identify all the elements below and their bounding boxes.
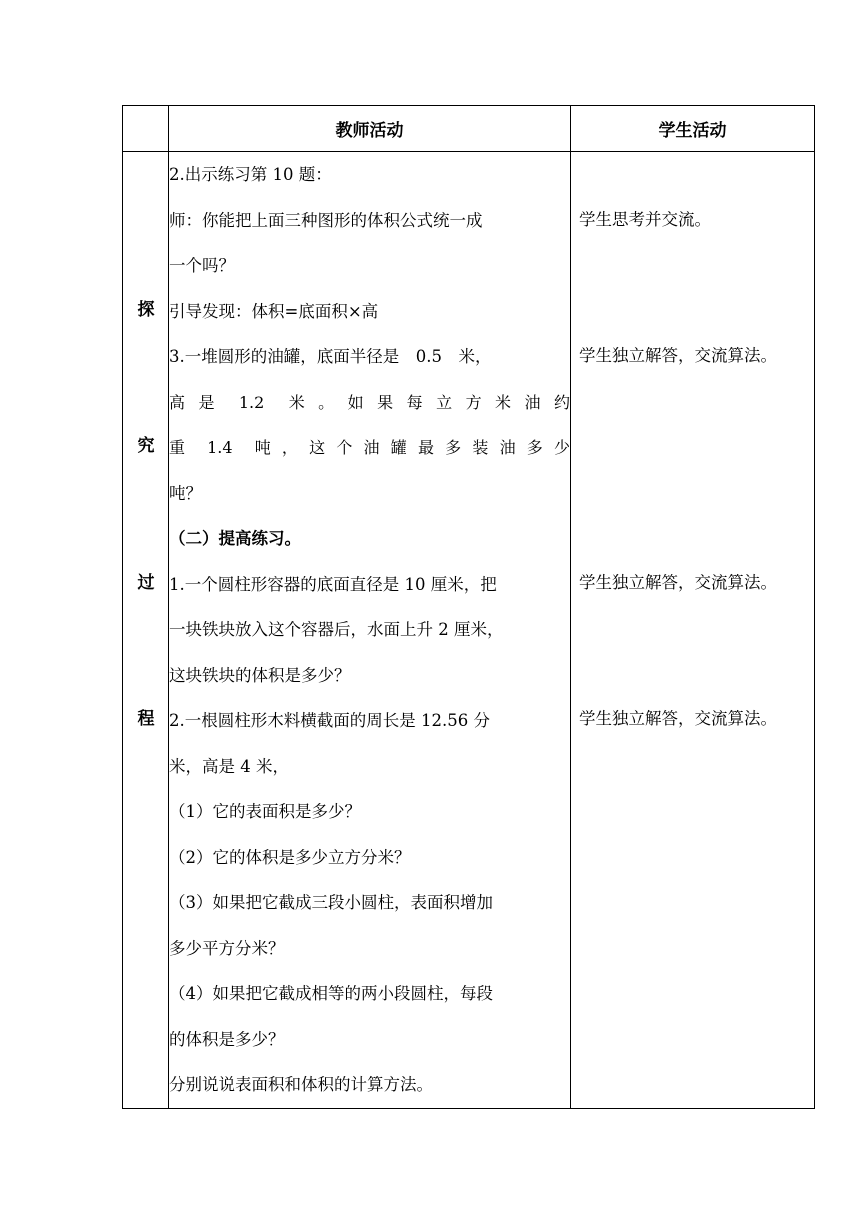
teacher-line: 的体积是多少？ bbox=[169, 1029, 285, 1049]
teacher-line: 重 1.4 吨 ， 这 个 油 罐 最 多 装 油 多 少 bbox=[169, 438, 570, 457]
content-row bbox=[123, 152, 815, 1109]
stage-cell bbox=[123, 152, 169, 1109]
stage-char: 程 bbox=[137, 709, 155, 729]
header-row bbox=[123, 106, 815, 152]
stage-char: 过 bbox=[137, 573, 155, 593]
teacher-line: 引导发现：体积=底面积×高 bbox=[169, 301, 379, 321]
student-note: 学生独立解答，交流算法。 bbox=[579, 573, 777, 592]
student-note: 学生独立解答，交流算法。 bbox=[579, 709, 777, 728]
teacher-line: 1.一个圆柱形容器的底面直径是 10 厘米，把 bbox=[169, 574, 497, 594]
teacher-line: 多少平方分米？ bbox=[169, 938, 285, 958]
teacher-line: 一块铁块放入这个容器后，水面上升 2 厘米， bbox=[169, 620, 504, 639]
stage-char: 究 bbox=[137, 436, 155, 456]
stage-char: 探 bbox=[137, 300, 155, 320]
teacher-line: 一个吗？ bbox=[169, 256, 235, 275]
teacher-line: 2.出示练习第 10 题： bbox=[169, 165, 332, 184]
teacher-line: 高 是 1.2 米 。 如 果 每 立 方 米 油 约 bbox=[169, 392, 570, 412]
lesson-table bbox=[122, 105, 815, 1109]
student-activity-cell bbox=[571, 152, 815, 1109]
teacher-line: 3.一堆圆形的油罐，底面半径是 0.5 米， bbox=[169, 347, 492, 366]
teacher-activity-cell bbox=[169, 152, 571, 1109]
teacher-line: 师：你能把上面三种图形的体积公式统一成 bbox=[169, 210, 483, 230]
teacher-line: 2.一根圆柱形木料横截面的周长是 12.56 分 bbox=[169, 711, 490, 730]
stage-header-cell bbox=[123, 106, 169, 152]
student-note: 学生思考并交流。 bbox=[579, 210, 711, 229]
teacher-line: （3）如果把它截成三段小圆柱，表面积增加 bbox=[169, 893, 493, 912]
teacher-header: 教师活动 bbox=[169, 106, 571, 152]
teacher-line: （1）它的表面积是多少？ bbox=[169, 802, 361, 821]
teacher-line: 米，高是 4 米， bbox=[169, 756, 289, 776]
teacher-line: 这块铁块的体积是多少？ bbox=[169, 665, 351, 685]
teacher-line: （4）如果把它截成相等的两小段圆柱，每段 bbox=[169, 984, 493, 1003]
student-header: 学生活动 bbox=[571, 106, 815, 152]
teacher-line: 吨？ bbox=[169, 483, 202, 503]
section-heading: （二）提高练习。 bbox=[169, 529, 301, 548]
teacher-line: （2）它的体积是多少立方分米？ bbox=[169, 847, 411, 867]
teacher-line: 分别说说表面积和体积的计算方法。 bbox=[169, 1075, 433, 1094]
student-note: 学生独立解答，交流算法。 bbox=[579, 346, 777, 365]
